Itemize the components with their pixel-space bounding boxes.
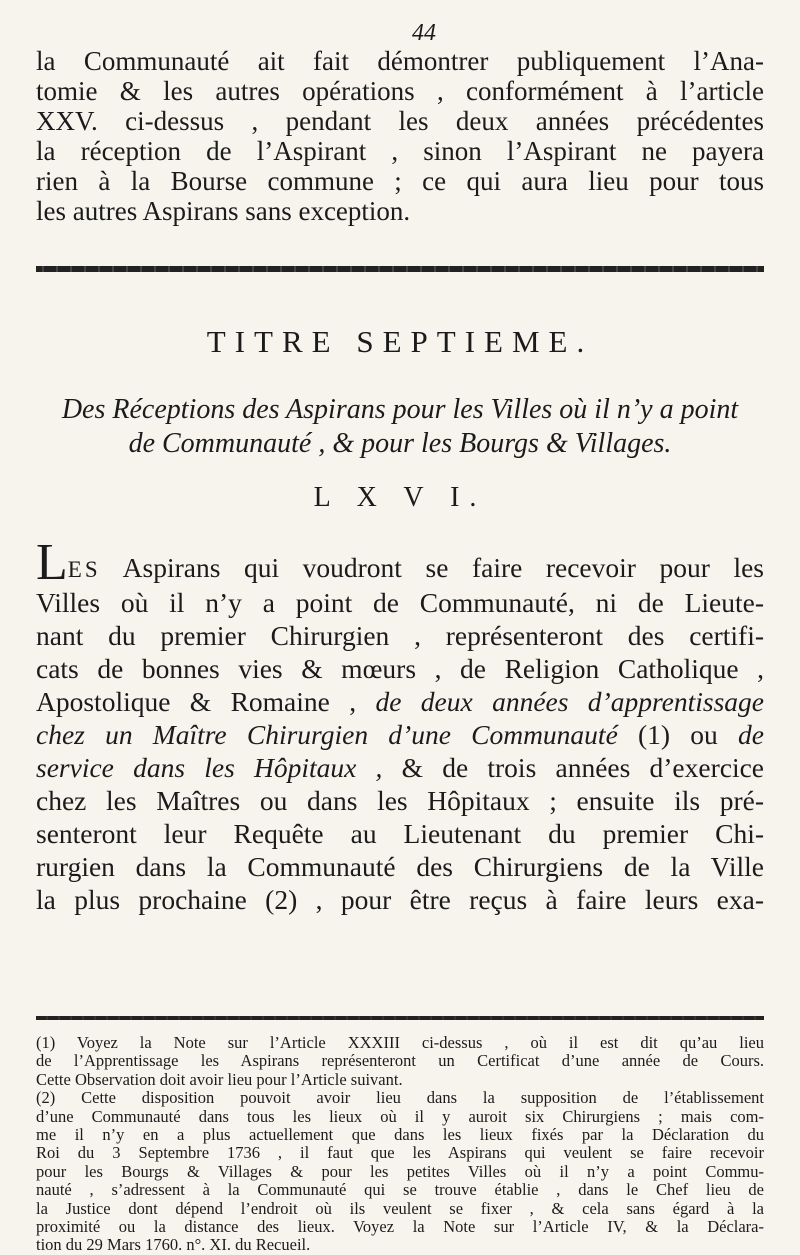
small-caps-text: ES (67, 557, 101, 582)
body-line: cats de bonnes vies & mœurs , de Religion Catholique , (36, 653, 764, 684)
body-line: chez les Maîtres ou dans les Hôpitaux ; ensuite ils pré- (36, 785, 764, 816)
body-line (36, 685, 764, 718)
intro-line: la Communauté ait fait démontrer publiquement l’Ana- (36, 46, 764, 76)
intro-line: XXV. ci-dessus , pendant les deux années précédentes (36, 106, 764, 136)
body-line: Villes où il n’y a point de Communauté, ni de Lieute- (36, 587, 764, 618)
intro-line: la réception de l’Aspirant , sinon l’Aspirant ne payera (36, 136, 764, 166)
intro-line: tomie & les autres opérations , conformément à l’article (36, 76, 764, 106)
italic-text: chez un Maître Chirurgien d’une Communauté (36, 719, 618, 750)
ornamental-rule (36, 266, 764, 272)
footnote-line: pour les Bourgs & Villages & pour les petites Villes où il n’y a point Commu- (36, 1161, 764, 1181)
section-subtitle (36, 393, 764, 461)
footnote-line: d’une Communauté dans tous les lieux où il y auroit six Chirurgiens ; mais com- (36, 1106, 764, 1126)
page-number: 44 (412, 20, 436, 46)
section-title: TITRE SEPTIEME. (206, 324, 594, 359)
italic-text: de (738, 719, 764, 750)
drop-cap: L (36, 534, 68, 591)
body-line: senteront leur Requête au Lieutenant du premier Chi- (36, 818, 764, 849)
body-line: rurgien dans la Communauté des Chirurgiens de la Ville (36, 851, 764, 882)
footnote-line: me il n’y en a plus actuellement que dans les lieux fixés par la Déclaration du (36, 1125, 764, 1145)
body-text: (1) ou (617, 719, 739, 750)
footnote-line: (1) Voyez la Note sur l’Article XXXIII ci-dessus , où il est dit qu’au lieu (36, 1033, 764, 1052)
footnotes (36, 1034, 764, 1255)
body-line (36, 751, 764, 784)
body-text: Aspirans qui voudront se faire recevoir pour les (100, 552, 764, 583)
intro-line: rien à la Bourse commune ; ce qui aura lieu pour tous (36, 166, 764, 196)
article-number: L X V I. (313, 482, 487, 513)
footnote-line: tion du 29 Mars 1760. n°. XI. du Recueil. (36, 1235, 311, 1255)
footnote-separator (36, 1016, 764, 1020)
body-line: la plus prochaine (2) , pour être reçus à faire leurs exa- (36, 884, 764, 915)
footnote-line: la Justice dont dépend l’endroit où ils veulent se fixer , & cela sans égard à la (36, 1198, 764, 1218)
body-line (36, 534, 764, 591)
article-body (36, 534, 764, 916)
footnote-line: nauté , s’adressent à la Communauté qui se trouve établie , dans le Chef lieu de (36, 1180, 764, 1200)
footnote-line: Roi du 3 Septembre 1736 , il faut que les Aspirans qui veulent se faire recevoir (36, 1143, 764, 1163)
subtitle-line: Des Réceptions des Aspirans pour les Villes où il n’y a point (61, 394, 739, 425)
subtitle-line: de Communauté , & pour les Bourgs & Villages. (128, 428, 672, 459)
footnote-line: de l’Apprentissage les Aspirans représenteront un Certificat d’une année de Cours. (36, 1051, 764, 1071)
body-line (36, 718, 764, 751)
footnote-line: (2) Cette disposition pouvoit avoir lieu dans la supposition de l’établissement (36, 1088, 764, 1108)
body-text: & de trois années d’exercice (382, 752, 764, 783)
intro-paragraph (36, 46, 764, 226)
body-text: Apostolique & Romaine , (36, 686, 376, 717)
body-line: nant du premier Chirurgien , représenteront des certifi- (36, 620, 764, 651)
footnote-line: Cette Observation doit avoir lieu pour l’Article suivant. (36, 1069, 403, 1089)
italic-text: service dans les Hôpitaux , (36, 752, 383, 783)
italic-text: de deux années d’apprentissage (375, 686, 764, 717)
footnote-line: proximité ou la distance des lieux. Voyez la Note sur l’Article IV, & la Déclara- (36, 1217, 764, 1237)
intro-line: les autres Aspirans sans exception. (36, 196, 411, 226)
